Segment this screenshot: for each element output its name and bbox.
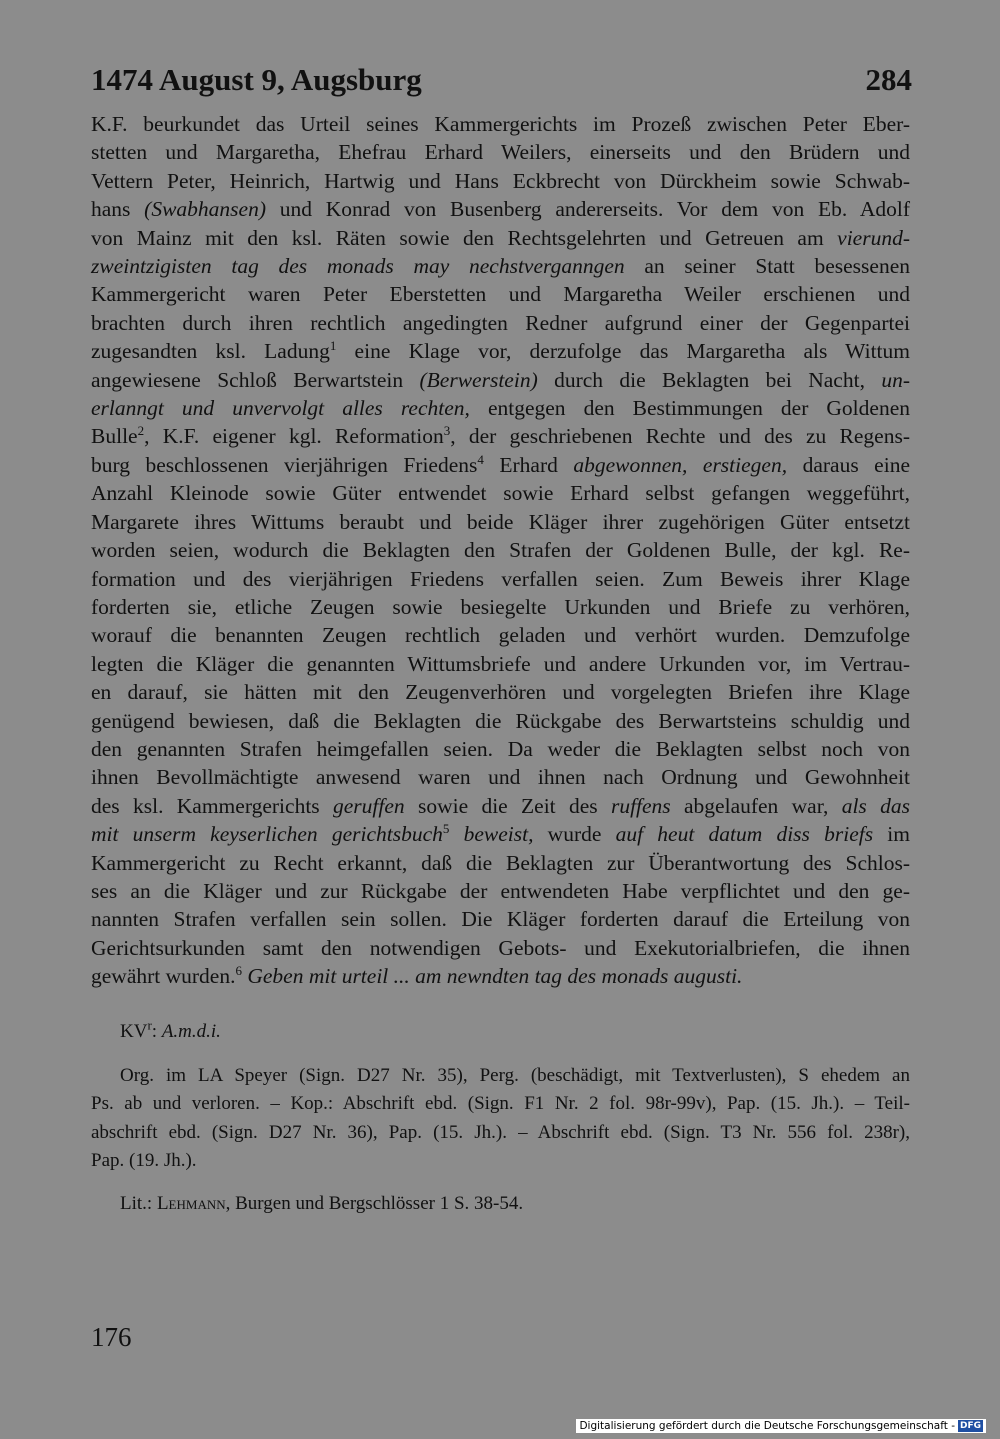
literature-rest: , Burgen und Bergschlösser 1 S. 38-54. (225, 1193, 524, 1214)
text-segment: legten die Kläger die genannten Wittumsbriefe und andere Urkunden vor, im Vertrau- (91, 651, 910, 676)
text-segment: Erhard (483, 452, 574, 477)
kv-separator: : (151, 1021, 162, 1042)
text-segment: Gerichtsurkunden samt den notwendigen Gebots- und Exekutorialbriefen, die ihnen (91, 935, 910, 960)
italic-quote: erlanngt und unvervolgt alles rechten, (91, 396, 470, 421)
text-segment: abgelaufen war, (670, 793, 842, 818)
text-segment: an seiner Statt besessenen (624, 254, 910, 279)
literature-prefix: Lit.: (120, 1193, 157, 1214)
document-header (91, 62, 912, 98)
text-line (91, 110, 910, 138)
text-segment: Bulle (91, 424, 138, 449)
document-number: 284 (865, 62, 912, 97)
text-segment: worden seien, wodurch die Beklagten den Strafen der Goldenen Bulle, der kgl. Re- (91, 538, 910, 563)
text-line (91, 820, 910, 848)
text-segment: nannten Strafen verfallen sein sollen. Die Kläger forderten darauf die Erteilung von (91, 907, 910, 932)
text-line (91, 763, 910, 791)
text-segment: , K.F. eigener kgl. Reformation (144, 424, 444, 449)
italic-quote: (Berwerstein) (419, 367, 538, 392)
italic-quote: mit unserm keyserlichen gerichtsbuch (91, 822, 443, 847)
kv-label-sup: r (147, 1017, 152, 1033)
text-segment: angewiesene Schloß Berwartstein (91, 367, 420, 392)
text-line (91, 849, 910, 877)
text-segment: wurde (533, 822, 616, 847)
text-line (91, 678, 910, 706)
text-line (91, 337, 910, 365)
text-segment: entgegen den Bestimmungen der Goldenen (469, 396, 910, 421)
text-line (91, 224, 910, 252)
text-line (91, 593, 910, 621)
text-segment: von Mainz mit den ksl. Räten sowie den Rechtsgelehrten und Getreuen am (91, 225, 838, 250)
page-number: 176 (91, 1322, 132, 1352)
text-segment: eine Klage vor, derzufolge das Margaretha als Wittum (336, 339, 910, 364)
text-segment: hans (91, 197, 145, 222)
text-segment: Vettern Peter, Heinrich, Hartwig und Hans Eckbrecht von Dürckheim sowie Schwab- (91, 168, 910, 193)
footnote-marker: 1 (329, 338, 337, 354)
text-segment: den genannten Strafen heimgefallen seien. Da weder die Beklagten selbst noch von (91, 736, 910, 761)
text-segment: , der geschriebenen Rechte und des zu Regens- (450, 424, 910, 449)
text-line (91, 934, 910, 962)
text-line (91, 508, 910, 536)
sources-line: abschrift ebd. (Sign. D27 Nr. 36), Pap. (15. Jh.). – Abschrift ebd. (Sign. T3 Nr. 556 fol. 238r), (91, 1121, 910, 1143)
text-segment: im (873, 822, 910, 847)
footnote-marker: 5 (442, 821, 450, 836)
text-segment: genügend bewiesen, daß die Beklagten die Rückgabe des Berwartsteins schuldig und (91, 708, 910, 733)
sources-line: Ps. ab und verloren. – Kop.: Abschrift ebd. (Sign. F1 Nr. 2 fol. 98r-99v), Pap. (15. Jh.). – Teil- (91, 1093, 910, 1115)
italic-quote: Geben mit urteil ... am newndten tag des monads augusti. (247, 964, 743, 989)
footer-text: Digitalisierung gefördert durch die Deutsche Forschungsgemeinschaft - (579, 1420, 955, 1432)
text-segment: K.F. beurkundet das Urteil seines Kammergerichts im Prozeß zwischen Peter Eber- (91, 112, 910, 136)
text-line (91, 621, 910, 649)
text-line (91, 650, 910, 678)
text-segment: worauf die benannten Zeugen rechtlich geladen und verhört wurden. Demzufolge (91, 623, 910, 648)
text-line (91, 877, 910, 905)
text-line (91, 280, 910, 308)
sources-line: Pap. (19. Jh.). (91, 1150, 197, 1172)
text-line (91, 252, 910, 280)
text-segment: formation und des vierjährigen Friedens verfallen seien. Zum Beweis ihrer Klage (91, 566, 910, 591)
italic-quote: abgewonnen, erstiegen, (573, 452, 788, 477)
dfg-logo: DFG (959, 1421, 981, 1431)
text-segment: en darauf, sie hätten mit den Zeugenverhören und vorgelegten Briefen ihre Klage (91, 680, 910, 705)
sources-line: Org. im LA Speyer (Sign. D27 Nr. 35), Perg. (beschädigt, mit Textverlusten), S ehedem an (120, 1065, 910, 1086)
document-title: 1474 August 9, Augsburg (91, 62, 422, 97)
text-line (91, 536, 910, 564)
text-segment (449, 822, 463, 846)
text-segment: brachten durch ihren rechtlich angedingten Redner aufgrund einer der Gegenpartei (91, 310, 910, 335)
text-line (91, 167, 910, 195)
dfg-footer (576, 1419, 986, 1433)
text-segment: Kammergericht zu Recht erkannt, daß die Beklagten zur Überantwortung des Schlos- (91, 850, 910, 875)
italic-quote: geruffen (332, 793, 405, 818)
text-segment: stetten und Margaretha, Ehefrau Erhard Weilers, einerseits und den Brüdern und (91, 140, 910, 165)
italic-quote: auf heut datum diss briefs (615, 822, 874, 847)
footnote-marker: 3 (443, 423, 451, 439)
kv-label: KV (120, 1021, 148, 1042)
text-segment: und Konrad von Busenberg andererseits. Vor dem von Eb. Adolf (266, 197, 910, 222)
italic-quote: vierund- (837, 225, 910, 250)
text-segment: burg beschlossenen vierjährigen Friedens (91, 452, 478, 477)
kv-value: A.m.d.i. (161, 1021, 221, 1042)
text-segment: forderten sie, etliche Zeugen sowie besiegelte Urkunden und Briefe zu verhören, (91, 594, 910, 619)
text-segment: durch die Beklagten bei Nacht, (537, 367, 882, 392)
footnote-marker: 4 (477, 451, 484, 467)
text-line (91, 394, 910, 422)
text-segment: daraus eine (787, 452, 910, 477)
text-line (91, 451, 910, 479)
text-line (91, 366, 910, 394)
text-line (91, 735, 910, 763)
text-segment: gewährt wurden. (91, 964, 236, 989)
text-segment: sowie die Zeit des (404, 793, 611, 818)
italic-quote: als das (841, 793, 910, 818)
kv-note (120, 1018, 910, 1046)
text-line (91, 962, 910, 990)
text-segment: Margarete ihres Wittums beraubt und beide Kläger ihrer zugehörigen Güter entsetzt (91, 509, 910, 534)
text-line (91, 565, 910, 593)
text-line (91, 792, 910, 820)
literature-note (120, 1190, 910, 1218)
regest-text (91, 110, 910, 991)
text-line (91, 422, 910, 450)
text-segment: Kammergericht waren Peter Eberstetten und Margaretha Weiler erschienen und (91, 282, 910, 307)
text-segment: zugesandten ksl. Ladung (91, 339, 330, 364)
text-segment: des ksl. Kammergerichts (91, 793, 333, 818)
literature-author: Lehmann (156, 1193, 226, 1214)
text-line (91, 905, 910, 933)
italic-quote: beweist, (463, 822, 534, 847)
text-line (91, 195, 910, 223)
italic-quote: zweintzigisten tag des monads may nechstverganngen (91, 254, 625, 279)
text-line (91, 138, 910, 166)
text-segment: Anzahl Kleinode sowie Güter entwendet sowie Erhard selbst gefangen weggeführt, (91, 481, 910, 506)
text-segment: ihnen Bevollmächtigte anwesend waren und ihnen nach Ordnung und Gewohnheit (91, 765, 910, 790)
footnote-marker: 6 (235, 963, 242, 979)
text-segment: ses an die Kläger und zur Rückgabe der entwendeten Habe verpflichtet und den ge- (91, 878, 910, 903)
italic-quote: (Swabhansen) (144, 197, 266, 222)
italic-quote: ruffens (610, 793, 671, 818)
footnote-marker: 2 (137, 423, 145, 439)
italic-quote: un- (881, 367, 910, 392)
text-line (91, 309, 910, 337)
text-line (91, 707, 910, 735)
text-line (91, 479, 910, 507)
sources-note (91, 1062, 910, 1176)
